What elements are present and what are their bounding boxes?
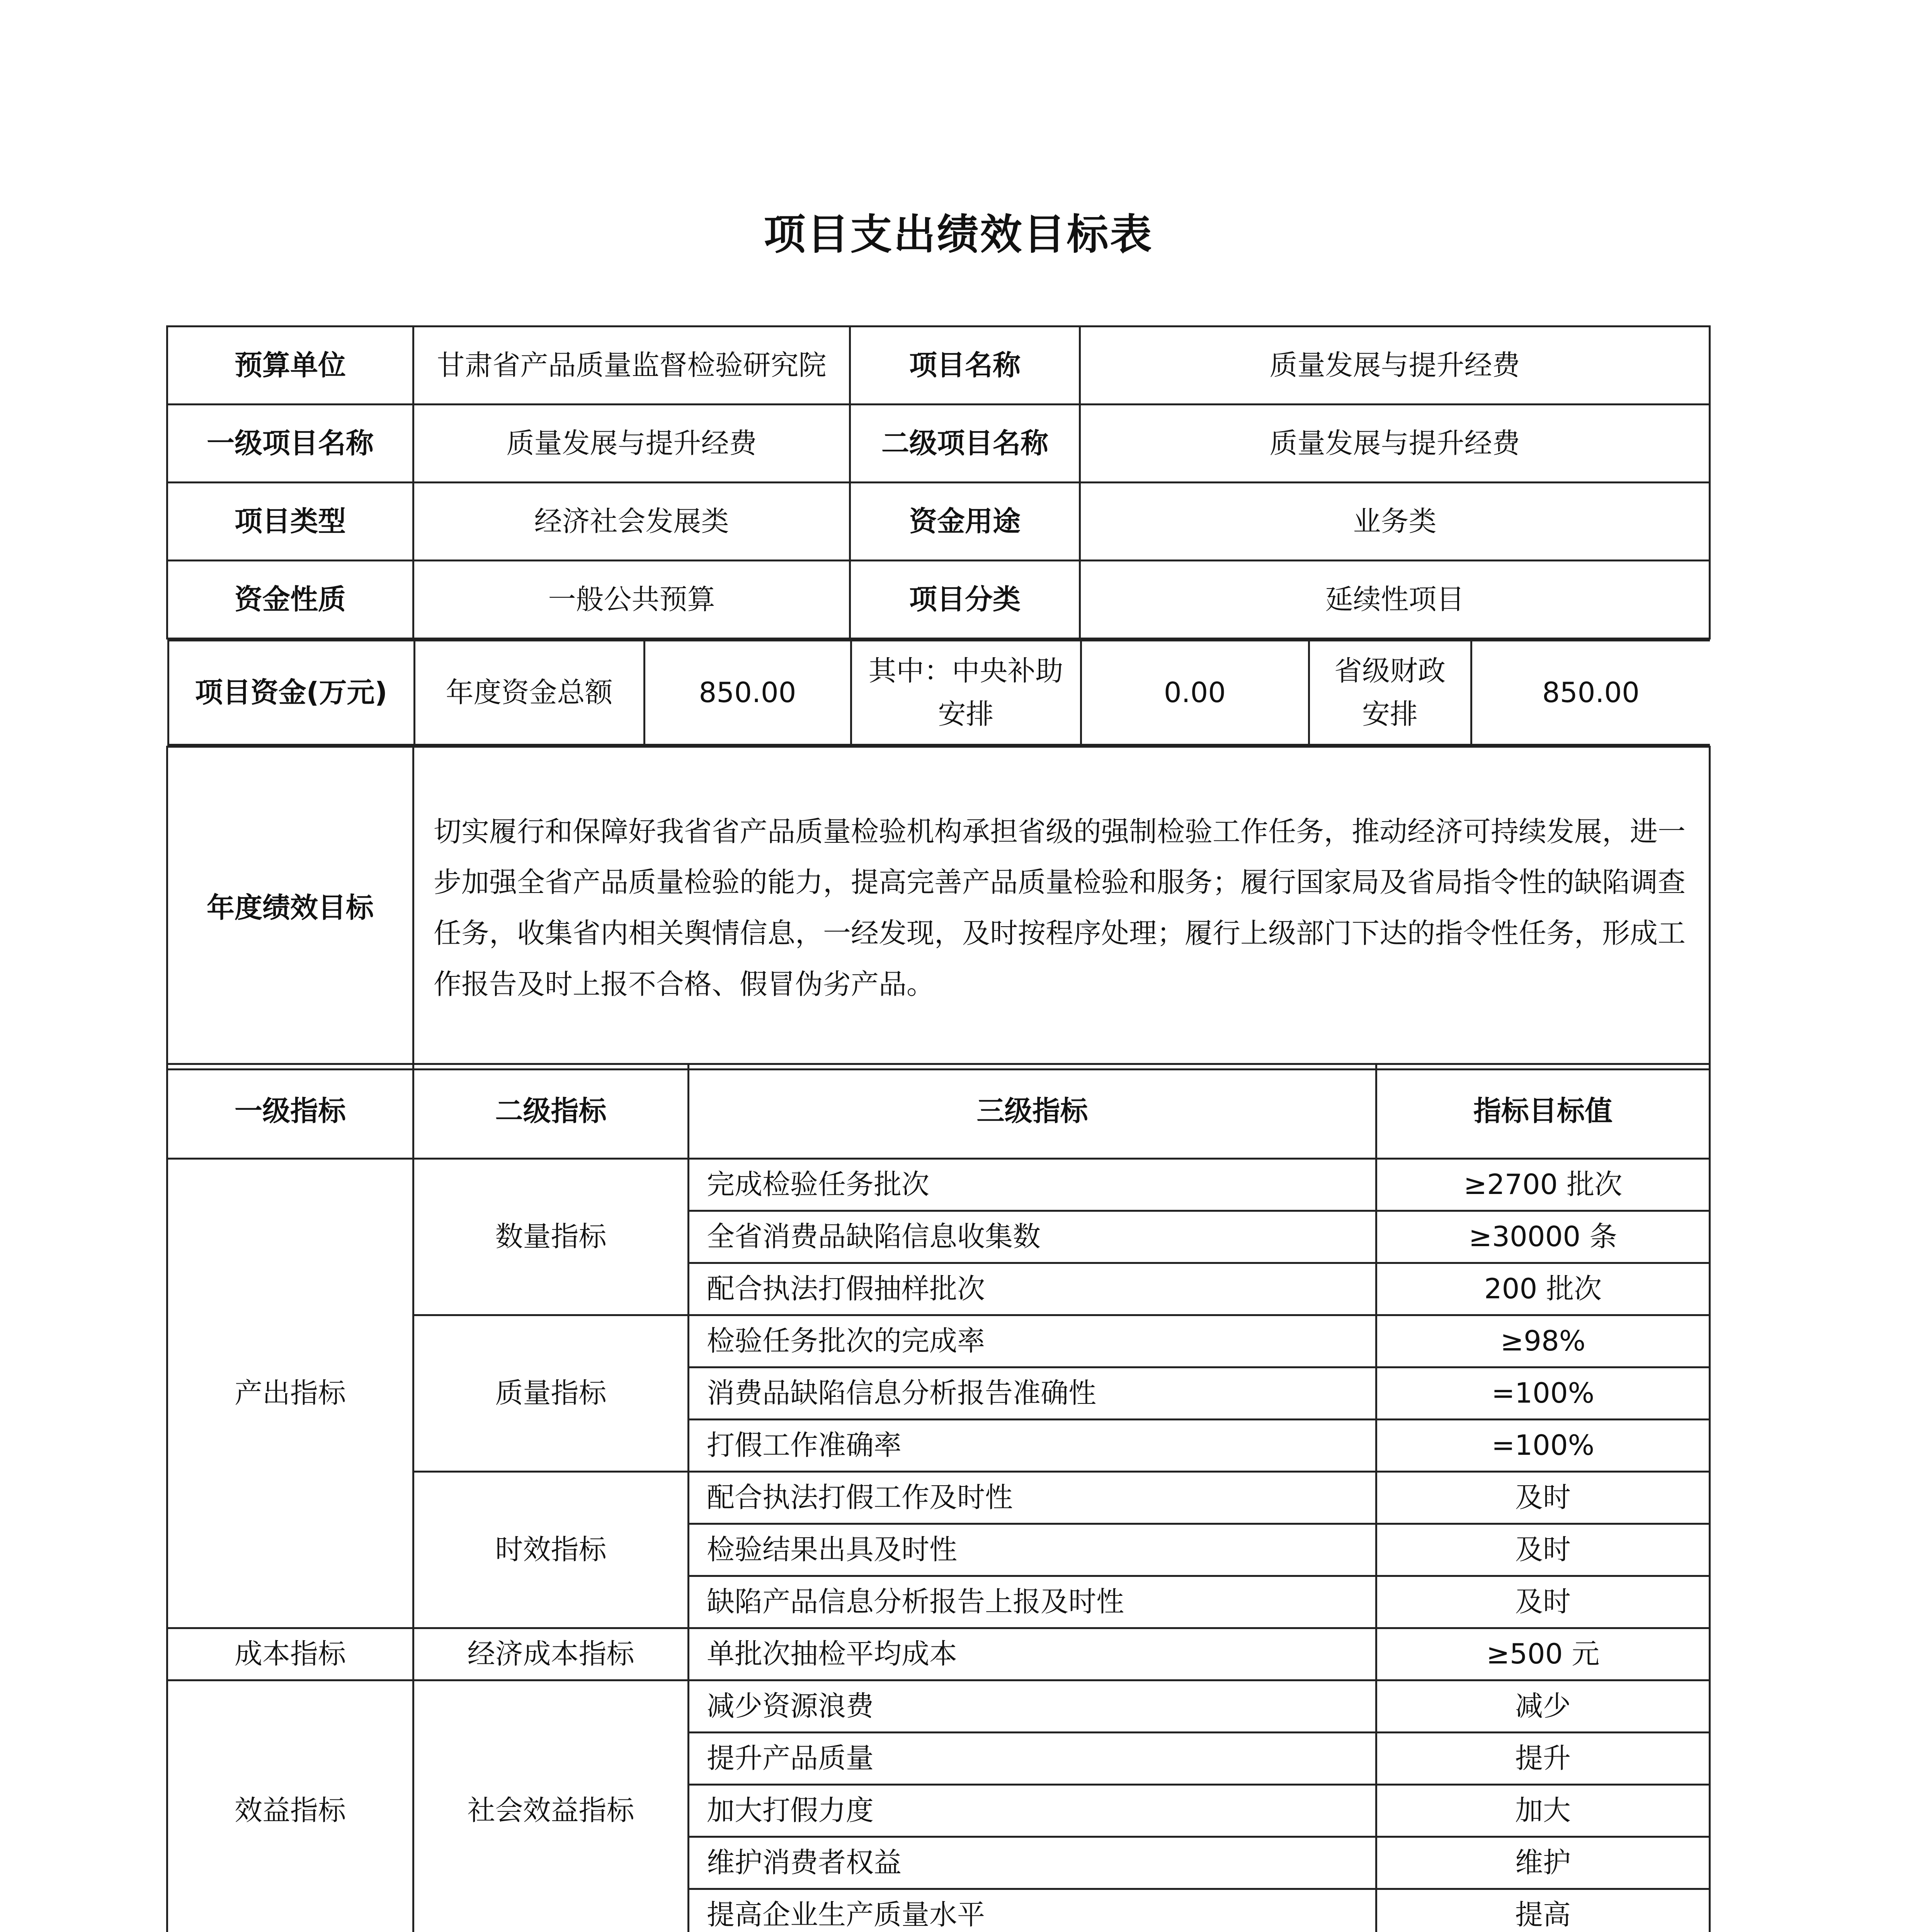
provincial-label-line1: 省级财政: [1334, 654, 1446, 687]
level3-indicator: 检验任务批次的完成率: [689, 1315, 1376, 1367]
level3-indicator: 消费品缺陷信息分析报告准确性: [689, 1367, 1376, 1420]
project-class-label: 项目分类: [850, 561, 1080, 639]
table-row: [167, 1159, 1710, 1211]
level1-name-value: 质量发展与提升经费: [413, 405, 850, 483]
level3-indicator: 单批次抽检平均成本: [689, 1628, 1376, 1680]
provincial-label: [1309, 641, 1471, 745]
indicator-target-value: 加大: [1376, 1785, 1710, 1837]
table-row: [167, 405, 1710, 483]
annual-total-value: 850.00: [644, 641, 851, 745]
level2-indicator: 质量指标: [413, 1315, 689, 1472]
indicator-target-value: 200 批次: [1376, 1263, 1710, 1315]
indicator-target-value: =100%: [1376, 1367, 1710, 1420]
table-header-row: [167, 1064, 1710, 1159]
level2-indicator: 数量指标: [413, 1159, 689, 1315]
central-label: [851, 641, 1081, 745]
level3-indicator: 配合执法打假抽样批次: [689, 1263, 1376, 1315]
fund-nature-label: 资金性质: [167, 561, 413, 639]
table-row: [167, 1680, 1710, 1733]
page-title: 项目支出绩效目标表: [764, 211, 1153, 259]
project-name-value: 质量发展与提升经费: [1080, 327, 1710, 405]
level1-indicator: 产出指标: [167, 1159, 413, 1628]
header-level1: 一级指标: [167, 1064, 413, 1159]
fund-subtable: [167, 639, 1710, 746]
table-row: [167, 561, 1710, 639]
table-row: [167, 747, 1710, 1070]
level3-indicator: 完成检验任务批次: [689, 1159, 1376, 1211]
level2-indicator: 时效指标: [413, 1472, 689, 1628]
indicator-table: [166, 1063, 1711, 1932]
level3-indicator: 维护消费者权益: [689, 1837, 1376, 1889]
indicator-target-value: 及时: [1376, 1576, 1710, 1628]
central-label-line2: 安排: [938, 697, 994, 730]
central-value: 0.00: [1081, 641, 1309, 745]
indicator-target-value: ≥98%: [1376, 1315, 1710, 1367]
level2-name-value: 质量发展与提升经费: [1080, 405, 1710, 483]
indicator-target-value: 提升: [1376, 1733, 1710, 1785]
indicator-target-value: 维护: [1376, 1837, 1710, 1889]
table-row: [167, 483, 1710, 561]
central-label-line1: 其中：中央补助: [868, 654, 1063, 687]
level3-indicator: 加大打假力度: [689, 1785, 1376, 1837]
level3-indicator: 提高企业生产质量水平: [689, 1889, 1376, 1932]
header-target: 指标目标值: [1376, 1064, 1710, 1159]
level3-indicator: 打假工作准确率: [689, 1420, 1376, 1472]
annual-total-label: 年度资金总额: [414, 641, 644, 745]
level3-indicator: 全省消费品缺陷信息收集数: [689, 1211, 1376, 1263]
header-level3: 三级指标: [689, 1064, 1376, 1159]
indicator-target-value: 及时: [1376, 1472, 1710, 1524]
provincial-label-line2: 安排: [1362, 697, 1418, 730]
fund-use-label: 资金用途: [850, 483, 1080, 561]
level3-indicator: 提升产品质量: [689, 1733, 1376, 1785]
level1-indicator: 成本指标: [167, 1628, 413, 1680]
indicator-target-value: ≥30000 条: [1376, 1211, 1710, 1263]
project-class-value: 延续性项目: [1080, 561, 1710, 639]
table-row: [167, 1628, 1710, 1680]
project-name-label: 项目名称: [850, 327, 1080, 405]
project-type-value: 经济社会发展类: [413, 483, 850, 561]
annual-goal-text: 切实履行和保障好我省省产品质量检验机构承担省级的强制检验工作任务，推动经济可持续发展，进一步加强全省产品质量检验的能力，提高完善产品质量检验和服务；履行国家局及省局指令性的缺陷调查任务，收集省内相关舆情信息，一经发现，及时按程序处理；履行上级部门下达的指令性任务，形成工作报告及时上报不合格、假冒伪劣产品。: [413, 747, 1710, 1070]
budget-unit-value: 甘肃省产品质量监督检验研究院: [413, 327, 850, 405]
table-row: [167, 327, 1710, 405]
fund-use-value: 业务类: [1080, 483, 1710, 561]
indicator-target-value: 提高: [1376, 1889, 1710, 1932]
level3-indicator: 缺陷产品信息分析报告上报及时性: [689, 1576, 1376, 1628]
level1-name-label: 一级项目名称: [167, 405, 413, 483]
level2-indicator: 社会效益指标: [413, 1680, 689, 1932]
indicator-target-value: 减少: [1376, 1680, 1710, 1733]
level1-indicator: 效益指标: [167, 1680, 413, 1932]
header-level2: 二级指标: [413, 1064, 689, 1159]
funds-label: 项目资金(万元): [168, 641, 414, 745]
indicator-target-value: =100%: [1376, 1420, 1710, 1472]
annual-goal-label: 年度绩效目标: [167, 747, 413, 1070]
level3-indicator: 检验结果出具及时性: [689, 1524, 1376, 1576]
budget-unit-label: 预算单位: [167, 327, 413, 405]
project-type-label: 项目类型: [167, 483, 413, 561]
indicator-target-value: 及时: [1376, 1524, 1710, 1576]
level2-name-label: 二级项目名称: [850, 405, 1080, 483]
indicator-target-value: ≥2700 批次: [1376, 1159, 1710, 1211]
fund-nature-value: 一般公共预算: [413, 561, 850, 639]
indicator-target-value: ≥500 元: [1376, 1628, 1710, 1680]
level2-indicator: 经济成本指标: [413, 1628, 689, 1680]
table-row: [167, 639, 1710, 747]
level3-indicator: 减少资源浪费: [689, 1680, 1376, 1733]
project-info-table: [166, 325, 1711, 1070]
level3-indicator: 配合执法打假工作及时性: [689, 1472, 1376, 1524]
provincial-value: 850.00: [1471, 641, 1710, 745]
